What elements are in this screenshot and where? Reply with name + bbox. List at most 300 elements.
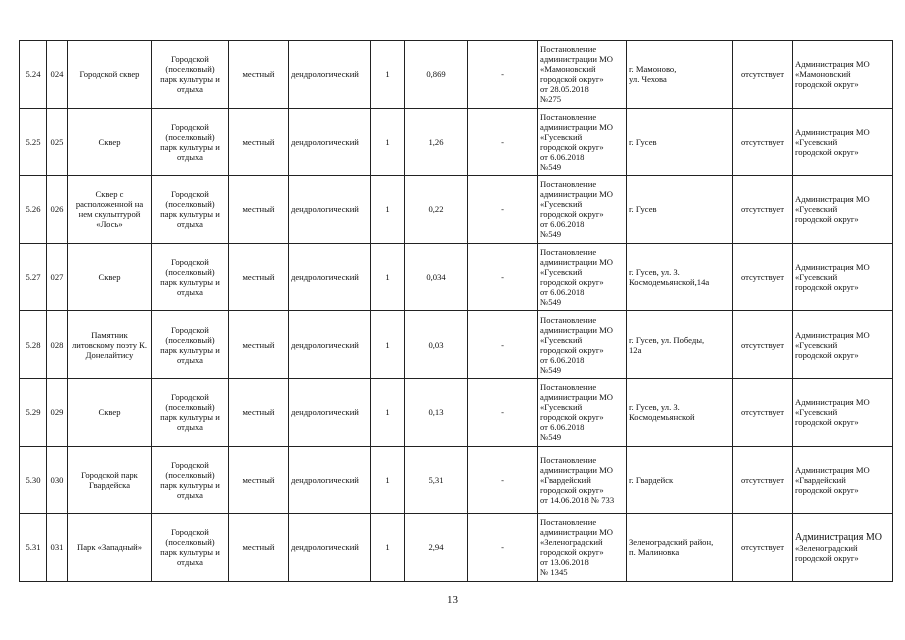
significance-text: местный xyxy=(242,542,275,553)
category-line: отдыха xyxy=(177,287,203,298)
profile-cell xyxy=(289,514,371,582)
profile-cell xyxy=(289,243,371,311)
row-number-cell xyxy=(20,108,47,176)
category-line: (поселковый) xyxy=(165,267,215,278)
location-line: 12а xyxy=(629,344,642,355)
founding-document-line: Постановление xyxy=(540,179,597,190)
managing-authority-line: городской округ» xyxy=(795,484,859,495)
object-name-cell xyxy=(68,378,152,446)
object-name-text: Сквер xyxy=(98,272,121,283)
area-cell xyxy=(405,243,468,311)
location-line: г. Гвардейск xyxy=(629,474,674,485)
row-number-text: 5.26 xyxy=(25,204,41,215)
founding-document-cell xyxy=(538,514,627,582)
category-cell xyxy=(152,446,229,514)
managing-authority-line: «Гусевский xyxy=(795,339,838,350)
object-code-text: 028 xyxy=(50,339,64,350)
significance-text: местный xyxy=(242,407,275,418)
location-line: г. Гусев xyxy=(629,204,657,215)
founding-document-line: от 13.06.2018 xyxy=(540,557,589,568)
table-row xyxy=(20,311,893,379)
founding-document-line: городской округ» xyxy=(540,209,604,220)
founding-document-line: № 1345 xyxy=(540,567,568,578)
object-name-cell xyxy=(68,41,152,109)
managing-authority-line: Администрация МО xyxy=(795,262,870,273)
category-cell xyxy=(152,514,229,582)
protected-zone-status-text: отсутствует xyxy=(741,69,784,80)
category-line: Городской xyxy=(171,257,209,268)
object-code-cell xyxy=(47,514,68,582)
founding-document-line: городской округ» xyxy=(540,484,604,495)
protected-zone-status-cell xyxy=(733,378,793,446)
managing-authority-line: «Гусевский xyxy=(795,136,838,147)
location-line: Космодемьянской xyxy=(629,412,695,423)
category-line: (поселковый) xyxy=(165,469,215,480)
category-line: (поселковый) xyxy=(165,199,215,210)
table-row xyxy=(20,176,893,244)
object-code-text: 029 xyxy=(50,407,64,418)
profile-cell xyxy=(289,311,371,379)
managing-authority-line: Администрация МО xyxy=(795,59,870,70)
object-code-text: 026 xyxy=(50,204,64,215)
managing-authority-line: городской округ» xyxy=(795,146,859,157)
protected-zone-status-text: отсутствует xyxy=(741,474,784,485)
location-line: г. Гусев, ул. З. xyxy=(629,402,680,413)
row-number-text: 5.28 xyxy=(25,339,41,350)
significance-cell xyxy=(229,243,289,311)
area-text: 0,869 xyxy=(426,69,446,80)
protected-zone-status-text: отсутствует xyxy=(741,542,784,553)
object-code-text: 030 xyxy=(50,474,64,485)
managing-authority-line: Администрация МО xyxy=(795,126,870,137)
document-table xyxy=(19,40,893,582)
managing-authority-cell xyxy=(793,243,893,311)
protected-zone-area-text: - xyxy=(501,339,504,350)
category-line: Городской xyxy=(171,189,209,200)
location-cell xyxy=(627,41,733,109)
founding-document-line: Постановление xyxy=(540,247,597,258)
row-number-cell xyxy=(20,243,47,311)
managing-authority-cell xyxy=(793,446,893,514)
founding-document-line: от 6.06.2018 xyxy=(540,151,585,162)
protected-zone-status-text: отсутствует xyxy=(741,136,784,147)
location-cell xyxy=(627,108,733,176)
profile-cell xyxy=(289,108,371,176)
founding-document-cell xyxy=(538,378,627,446)
category-line: Городской xyxy=(171,459,209,470)
location-cell xyxy=(627,514,733,582)
founding-document-line: от 6.06.2018 xyxy=(540,354,585,365)
cluster-count-text: 1 xyxy=(385,136,390,147)
managing-authority-cell xyxy=(793,176,893,244)
significance-text: местный xyxy=(242,474,275,485)
profile-text: дендрологический xyxy=(291,69,359,80)
category-cell xyxy=(152,378,229,446)
table-row xyxy=(20,514,893,582)
category-line: парк культуры и xyxy=(160,547,220,558)
object-name-text: Городской парк Гвардейска xyxy=(81,469,138,490)
founding-document-line: городской округ» xyxy=(540,344,604,355)
category-line: парк культуры и xyxy=(160,412,220,423)
protected-zone-status-cell xyxy=(733,41,793,109)
founding-document-line: №275 xyxy=(540,94,562,105)
cluster-count-cell xyxy=(371,311,405,379)
founding-document-line: «Гусевский xyxy=(540,402,583,413)
protected-zone-area-text: - xyxy=(501,136,504,147)
profile-cell xyxy=(289,446,371,514)
profile-text: дендрологический xyxy=(291,542,359,553)
founding-document-line: «Гусевский xyxy=(540,334,583,345)
managing-authority-line: городской округ» xyxy=(795,349,859,360)
location-line: г. Гусев xyxy=(629,136,657,147)
category-cell xyxy=(152,176,229,244)
founding-document-line: от 6.06.2018 xyxy=(540,219,585,230)
protected-zone-status-text: отсутствует xyxy=(741,407,784,418)
table-row xyxy=(20,243,893,311)
object-code-cell xyxy=(47,176,68,244)
founding-document-line: Постановление xyxy=(540,382,597,393)
category-cell xyxy=(152,41,229,109)
object-code-text: 024 xyxy=(50,69,64,80)
founding-document-cell xyxy=(538,311,627,379)
managing-authority-line: Администрация МО xyxy=(795,329,870,340)
founding-document-line: городской округ» xyxy=(540,277,604,288)
managing-authority-line: городской округ» xyxy=(795,214,859,225)
protected-zone-status-cell xyxy=(733,446,793,514)
category-line: отдыха xyxy=(177,84,203,95)
founding-document-line: №549 xyxy=(540,297,562,308)
category-cell xyxy=(152,311,229,379)
area-cell xyxy=(405,378,468,446)
category-line: отдыха xyxy=(177,219,203,230)
category-line: (поселковый) xyxy=(165,537,215,548)
category-cell xyxy=(152,243,229,311)
founding-document-line: Постановление xyxy=(540,44,597,55)
category-line: отдыха xyxy=(177,557,203,568)
profile-cell xyxy=(289,41,371,109)
protected-zone-area-cell xyxy=(468,514,538,582)
cluster-count-cell xyxy=(371,41,405,109)
protected-zone-area-cell xyxy=(468,176,538,244)
managing-authority-line: Администрация МО xyxy=(795,531,882,543)
table-row xyxy=(20,446,893,514)
founding-document-line: «Гвардейский xyxy=(540,474,591,485)
significance-text: местный xyxy=(242,136,275,147)
category-line: Городской xyxy=(171,392,209,403)
row-number-cell xyxy=(20,311,47,379)
location-line: г. Гусев, ул. З. xyxy=(629,267,680,278)
significance-cell xyxy=(229,108,289,176)
category-line: парк культуры и xyxy=(160,479,220,490)
area-cell xyxy=(405,514,468,582)
founding-document-cell xyxy=(538,446,627,514)
object-name-cell xyxy=(68,243,152,311)
protected-zone-status-text: отсутствует xyxy=(741,339,784,350)
category-line: Городской xyxy=(171,527,209,538)
area-text: 5,31 xyxy=(428,474,444,485)
founding-document-line: Постановление xyxy=(540,314,597,325)
profile-text: дендрологический xyxy=(291,204,359,215)
founding-document-line: городской округ» xyxy=(540,141,604,152)
row-number-text: 5.27 xyxy=(25,272,41,283)
object-code-text: 027 xyxy=(50,272,64,283)
protected-zone-area-cell xyxy=(468,311,538,379)
location-line: Космодемьянской,14а xyxy=(629,277,710,288)
location-line: г. Мамоново, xyxy=(629,64,677,75)
significance-text: местный xyxy=(242,69,275,80)
managing-authority-cell xyxy=(793,514,893,582)
managing-authority-line: городской округ» xyxy=(795,417,859,428)
category-line: отдыха xyxy=(177,354,203,365)
profile-text: дендрологический xyxy=(291,474,359,485)
cluster-count-text: 1 xyxy=(385,474,390,485)
founding-document-cell xyxy=(538,243,627,311)
location-cell xyxy=(627,446,733,514)
profile-text: дендрологический xyxy=(291,339,359,350)
founding-document-line: администрации МО xyxy=(540,324,614,335)
significance-cell xyxy=(229,41,289,109)
founding-document-line: городской округ» xyxy=(540,547,604,558)
category-cell xyxy=(152,108,229,176)
object-code-cell xyxy=(47,378,68,446)
object-name-cell xyxy=(68,514,152,582)
cluster-count-cell xyxy=(371,243,405,311)
location-line: г. Гусев, ул. Победы, xyxy=(629,334,705,345)
category-line: (поселковый) xyxy=(165,131,215,142)
area-text: 0,03 xyxy=(428,339,444,350)
area-text: 1,26 xyxy=(428,136,444,147)
row-number-text: 5.30 xyxy=(25,474,41,485)
founding-document-line: Постановление xyxy=(540,111,597,122)
profile-text: дендрологический xyxy=(291,136,359,147)
significance-cell xyxy=(229,176,289,244)
category-line: (поселковый) xyxy=(165,334,215,345)
managing-authority-line: «Гусевский xyxy=(795,204,838,215)
location-cell xyxy=(627,311,733,379)
founding-document-cell xyxy=(538,176,627,244)
object-name-text: Сквер с расположенной на нем скульптурой «Лось» xyxy=(75,189,144,230)
protected-zone-status-cell xyxy=(733,514,793,582)
managing-authority-line: городской округ» xyxy=(795,552,859,563)
object-name-cell xyxy=(68,311,152,379)
cluster-count-text: 1 xyxy=(385,272,390,283)
cluster-count-cell xyxy=(371,108,405,176)
area-text: 2,94 xyxy=(428,542,444,553)
founding-document-line: администрации МО xyxy=(540,189,614,200)
category-line: (поселковый) xyxy=(165,64,215,75)
object-name-text: Городской сквер xyxy=(79,69,140,80)
object-name-text: Сквер xyxy=(98,407,121,418)
managing-authority-cell xyxy=(793,378,893,446)
area-cell xyxy=(405,41,468,109)
table-row xyxy=(20,108,893,176)
area-text: 0,22 xyxy=(428,204,444,215)
object-name-cell xyxy=(68,176,152,244)
managing-authority-line: Администрация МО xyxy=(795,464,870,475)
significance-text: местный xyxy=(242,272,275,283)
protected-zone-area-text: - xyxy=(501,272,504,283)
managing-authority-line: городской округ» xyxy=(795,79,859,90)
location-line: п. Малиновка xyxy=(629,547,680,558)
protected-zone-area-cell xyxy=(468,41,538,109)
significance-cell xyxy=(229,378,289,446)
cluster-count-cell xyxy=(371,378,405,446)
founding-document-cell xyxy=(538,108,627,176)
founding-document-line: «Мамоновский xyxy=(540,64,596,75)
founding-document-line: администрации МО xyxy=(540,257,614,268)
protected-zone-area-text: - xyxy=(501,542,504,553)
managing-authority-cell xyxy=(793,41,893,109)
founding-document-line: Постановление xyxy=(540,517,597,528)
founding-document-line: администрации МО xyxy=(540,464,614,475)
profile-text: дендрологический xyxy=(291,407,359,418)
founding-document-line: «Гусевский xyxy=(540,131,583,142)
managing-authority-line: «Зеленоградский xyxy=(795,542,858,553)
managing-authority-line: городской округ» xyxy=(795,282,859,293)
location-cell xyxy=(627,378,733,446)
founding-document-line: №549 xyxy=(540,229,562,240)
cluster-count-cell xyxy=(371,446,405,514)
founding-document-line: «Гусевский xyxy=(540,267,583,278)
founding-document-line: №549 xyxy=(540,432,562,443)
protected-zone-status-text: отсутствует xyxy=(741,272,784,283)
founding-document-line: администрации МО xyxy=(540,121,614,132)
founding-document-line: от 14.06.2018 № 733 xyxy=(540,494,615,505)
table-row xyxy=(20,378,893,446)
founding-document-line: администрации МО xyxy=(540,392,614,403)
category-line: (поселковый) xyxy=(165,402,215,413)
location-cell xyxy=(627,243,733,311)
founding-document-line: Постановление xyxy=(540,454,597,465)
object-code-cell xyxy=(47,108,68,176)
category-line: парк культуры и xyxy=(160,344,220,355)
object-code-cell xyxy=(47,446,68,514)
founding-document-line: «Зеленоградский xyxy=(540,537,603,548)
location-line: Зеленоградский район, xyxy=(629,537,714,548)
protected-zone-status-cell xyxy=(733,108,793,176)
row-number-cell xyxy=(20,446,47,514)
managing-authority-line: «Гусевский xyxy=(795,272,838,283)
founding-document-line: «Гусевский xyxy=(540,199,583,210)
significance-cell xyxy=(229,311,289,379)
location-cell xyxy=(627,176,733,244)
protected-zone-area-text: - xyxy=(501,204,504,215)
founding-document-line: от 28.05.2018 xyxy=(540,84,589,95)
row-number-cell xyxy=(20,514,47,582)
table-body xyxy=(20,41,893,582)
founding-document-line: №549 xyxy=(540,161,562,172)
protected-zone-area-text: - xyxy=(501,69,504,80)
managing-authority-cell xyxy=(793,311,893,379)
protected-zone-area-cell xyxy=(468,446,538,514)
cluster-count-text: 1 xyxy=(385,339,390,350)
table-row xyxy=(20,41,893,109)
object-name-text: Парк «Западный» xyxy=(77,542,142,553)
category-line: парк культуры и xyxy=(160,141,220,152)
object-name-text: Памятник литовскому поэту К. Донелайтису xyxy=(71,329,148,360)
cluster-count-cell xyxy=(371,176,405,244)
managing-authority-line: «Гусевский xyxy=(795,407,838,418)
protected-zone-area-text: - xyxy=(501,474,504,485)
row-number-cell xyxy=(20,41,47,109)
profile-cell xyxy=(289,176,371,244)
significance-text: местный xyxy=(242,339,275,350)
founding-document-line: от 6.06.2018 xyxy=(540,287,585,298)
protected-zone-area-cell xyxy=(468,108,538,176)
object-code-text: 025 xyxy=(50,136,64,147)
profile-text: дендрологический xyxy=(291,272,359,283)
category-line: парк культуры и xyxy=(160,277,220,288)
category-line: отдыха xyxy=(177,151,203,162)
object-code-cell xyxy=(47,311,68,379)
significance-cell xyxy=(229,514,289,582)
protected-zone-area-cell xyxy=(468,243,538,311)
location-line: ул. Чехова xyxy=(629,74,667,85)
managing-authority-line: «Мамоновский xyxy=(795,69,851,80)
protected-zone-area-cell xyxy=(468,378,538,446)
protected-zone-area-text: - xyxy=(501,407,504,418)
protected-zone-status-cell xyxy=(733,243,793,311)
area-cell xyxy=(405,176,468,244)
cluster-count-text: 1 xyxy=(385,69,390,80)
category-line: отдыха xyxy=(177,422,203,433)
object-code-text: 031 xyxy=(50,542,64,553)
object-name-cell xyxy=(68,446,152,514)
significance-cell xyxy=(229,446,289,514)
protected-zone-status-cell xyxy=(733,176,793,244)
area-text: 0,13 xyxy=(428,407,444,418)
page-number: 13 xyxy=(447,594,458,606)
managing-authority-line: Администрация МО xyxy=(795,194,870,205)
protected-zone-status-text: отсутствует xyxy=(741,204,784,215)
profile-cell xyxy=(289,378,371,446)
category-line: Городской xyxy=(171,324,209,335)
managing-authority-line: Администрация МО xyxy=(795,397,870,408)
row-number-text: 5.29 xyxy=(25,407,41,418)
object-code-cell xyxy=(47,243,68,311)
row-number-cell xyxy=(20,176,47,244)
cluster-count-text: 1 xyxy=(385,542,390,553)
founding-document-line: городской округ» xyxy=(540,74,604,85)
cluster-count-text: 1 xyxy=(385,407,390,418)
object-code-cell xyxy=(47,41,68,109)
managing-authority-line: «Гвардейский xyxy=(795,474,846,485)
protected-zone-status-cell xyxy=(733,311,793,379)
significance-text: местный xyxy=(242,204,275,215)
area-text: 0,034 xyxy=(426,272,446,283)
founding-document-cell xyxy=(538,41,627,109)
managing-authority-cell xyxy=(793,108,893,176)
category-line: парк культуры и xyxy=(160,74,220,85)
category-line: отдыха xyxy=(177,489,203,500)
category-line: Городской xyxy=(171,54,209,65)
object-name-text: Сквер xyxy=(98,136,121,147)
cluster-count-text: 1 xyxy=(385,204,390,215)
row-number-text: 5.31 xyxy=(25,542,41,553)
cluster-count-cell xyxy=(371,514,405,582)
row-number-text: 5.24 xyxy=(25,69,41,80)
founding-document-line: администрации МО xyxy=(540,54,614,65)
area-cell xyxy=(405,311,468,379)
founding-document-line: №549 xyxy=(540,364,562,375)
founding-document-line: администрации МО xyxy=(540,527,614,538)
area-cell xyxy=(405,446,468,514)
area-cell xyxy=(405,108,468,176)
category-line: Городской xyxy=(171,121,209,132)
row-number-text: 5.25 xyxy=(25,136,41,147)
object-name-cell xyxy=(68,108,152,176)
founding-document-line: от 6.06.2018 xyxy=(540,422,585,433)
